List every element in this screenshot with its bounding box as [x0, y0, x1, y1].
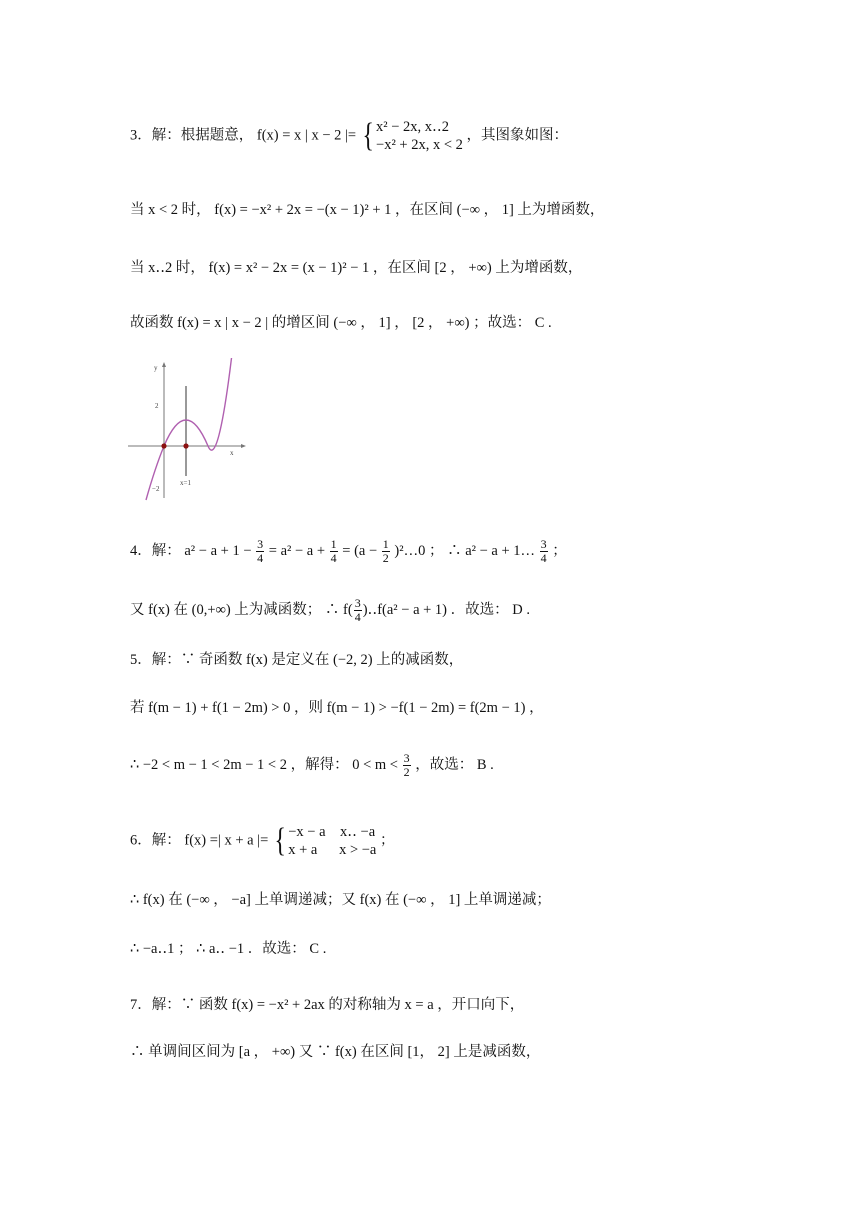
tick-minus-2: −2	[152, 485, 160, 493]
y-axis-arrow	[162, 362, 166, 367]
solution-7-line-1: 7．解：∵ 函数 f(x) = −x² + 2ax 的对称轴为 x = a ，开口向下，	[130, 997, 525, 1013]
y-axis-label: y	[154, 364, 158, 372]
solution-7-line-2: ∴ 单调间区间为 [a ， +∞) 又 ∵ f(x) 在区间 [1， 2] 上是减函数，	[130, 1044, 541, 1060]
point-x1	[183, 443, 188, 448]
solution-3-line-3: 当 x‥2 时， f(x) = x² − 2x = (x − 1)² − 1 ，在区间 [2 ， +∞) 上为增函数，	[130, 260, 583, 276]
x-axis-label: x	[230, 449, 234, 457]
piecewise-cases: x² − 2x, x‥2 −x² + 2x, x < 2	[376, 119, 463, 153]
solution-3-line-1: 3．解：根据题意， f(x) = x | x − 2 |= { x² − 2x, x‥2 −x² + 2x, x < 2 ，其图象如图：	[130, 117, 569, 154]
solution-6-line-3: ∴ −a‥1 ； ∴ a‥ −1 ．故选： C .	[130, 941, 327, 957]
solution-3-line-4: 故函数 f(x) = x | x − 2 | 的增区间 (−∞ ， 1] ， [2 ， +∞) ；故选： C .	[130, 315, 552, 331]
piecewise-cases: −x − a x‥ −a x + a x > −a	[288, 824, 377, 858]
solution-5-line-3: ∴ −2 < m − 1 < 2m − 1 < 2 ，解得： 0 < m < $\frac{3}{2}$ ，故选： B .	[130, 751, 494, 779]
point-origin	[161, 443, 166, 448]
tick-2: 2	[155, 402, 159, 410]
solution-6-line-2: ∴ f(x) 在 (−∞ ， −a] 上单调递减；又 f(x) 在 (−∞ ， 1] 上单调递减；	[130, 892, 551, 908]
fraction: $\frac{3}{4}$	[257, 537, 264, 565]
fraction: $\frac{1}{4}$	[330, 537, 337, 565]
solution-5-line-2: 若 f(m − 1) + f(1 − 2m) > 0 ，则 f(m − 1) > −f(1 − 2m) = f(2m − 1) ，	[130, 700, 544, 716]
solution-4-line-2: 又 f(x) 在 (0,+∞) 上为减函数； ∴ f( $\frac{3}{4}$ )‥f(a² − a + 1) ．故选： D .	[130, 596, 530, 624]
solution-5-line-1: 5．解：∵ 奇函数 f(x) 是定义在 (−2, 2) 上的减函数，	[130, 652, 464, 668]
fraction: $\frac{3}{4}$	[540, 537, 547, 565]
fraction: $\frac{3}{4}$	[354, 596, 361, 624]
fraction: $\frac{1}{2}$	[382, 537, 389, 565]
piecewise-brace: {	[274, 822, 286, 859]
x-axis-arrow	[241, 444, 246, 448]
function-graph	[128, 358, 248, 503]
line-label-x1: x=1	[180, 479, 191, 487]
piecewise-brace: {	[362, 117, 374, 154]
solution-6-line-1: 6．解： f(x) =| x + a |= { −x − a x‥ −a x + a x > −a ；	[130, 822, 395, 859]
solution-4-line-1: 4．解： a² − a + 1 − $\frac{3}{4}$ = a² − a + $\frac{1}{4}$ = (a − $\frac{1}{2}$ )²…0 ； ∴ a² − a + 1… $\frac{3}{4}$ ；	[130, 537, 567, 565]
solution-3-line-2: 当 x < 2 时， f(x) = −x² + 2x = −(x − 1)² + 1 ，在区间 (−∞ ， 1] 上为增函数，	[130, 202, 605, 218]
fraction: $\frac{3}{2}$	[403, 751, 410, 779]
